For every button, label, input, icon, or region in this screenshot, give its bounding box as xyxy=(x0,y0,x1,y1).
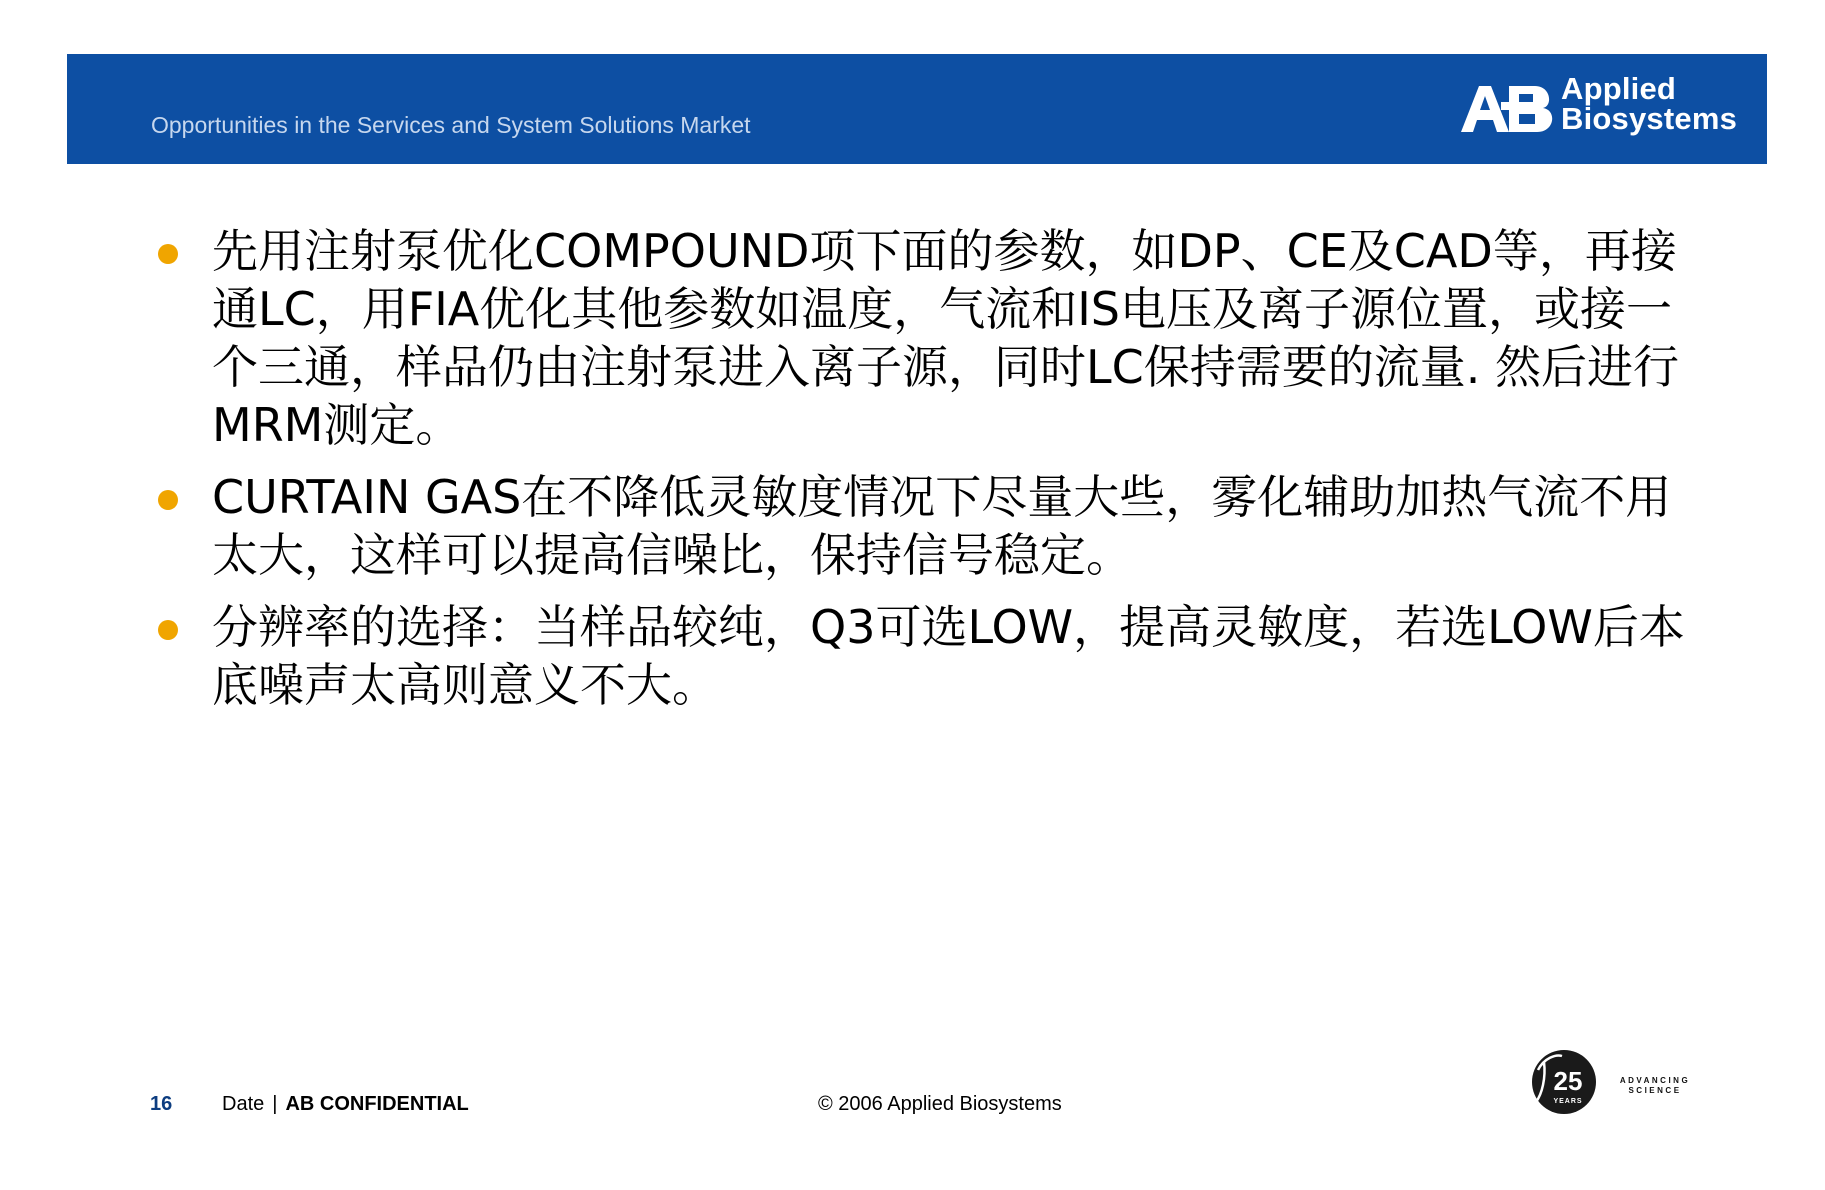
anniversary-logo xyxy=(1522,1048,1702,1116)
anniversary-badge-icon xyxy=(1522,1048,1608,1116)
bullet-item xyxy=(150,222,1690,454)
advancing-science-tagline xyxy=(1612,1076,1698,1096)
footer-date-label: Date xyxy=(222,1093,265,1115)
ab-logo-mark-icon xyxy=(1457,80,1561,136)
bullet-dot-icon xyxy=(158,620,178,640)
bullet-item xyxy=(150,468,1690,584)
footer-separator: | xyxy=(272,1093,278,1115)
logo-wordmark xyxy=(1561,71,1738,136)
bullet-text: 分辨率的选择：当样品较纯，Q3可选LOW，提高灵敏度，若选LOW后本底噪声太高则意义不大。 xyxy=(212,600,1685,712)
header-subtitle: Opportunities in the Services and System Solutions Market xyxy=(151,112,751,138)
logo-line-biosystems: Biosystems xyxy=(1561,101,1738,136)
slide-content xyxy=(150,222,1690,728)
anniversary-years: YEARS xyxy=(1553,1098,1583,1105)
bullet-text: 先用注射泵优化COMPOUND项下面的参数，如DP、CE及CAD等，再接通LC，用FIA优化其他参数如温度，气流和IS电压及离子源位置，或接一个三通，样品仍由注射泵进入离子源，同时LC保持需要的流量. 然后进行MRM测定。 xyxy=(212,224,1679,452)
anniversary-number: 25 xyxy=(1553,1066,1583,1096)
bullet-dot-icon xyxy=(158,490,178,510)
header-bar xyxy=(67,54,1767,164)
page-number: 16 xyxy=(150,1093,173,1115)
footer-copyright: © 2006 Applied Biosystems xyxy=(818,1093,1062,1115)
bullet-item xyxy=(150,598,1690,714)
bullet-text: CURTAIN GAS在不降低灵敏度情况下尽量大些，雾化辅助加热气流不用太大，这样可以提高信噪比，保持信号稳定。 xyxy=(212,470,1672,582)
footer-date-confidential xyxy=(222,1093,469,1116)
bullet-dot-icon xyxy=(158,244,178,264)
footer-confidential: AB CONFIDENTIAL xyxy=(285,1093,469,1115)
logo-line-applied: Applied xyxy=(1561,71,1677,106)
applied-biosystems-logo xyxy=(1457,71,1757,140)
tagline-advancing: ADVANCING xyxy=(1619,1076,1691,1085)
tagline-science: SCIENCE xyxy=(1628,1086,1682,1095)
